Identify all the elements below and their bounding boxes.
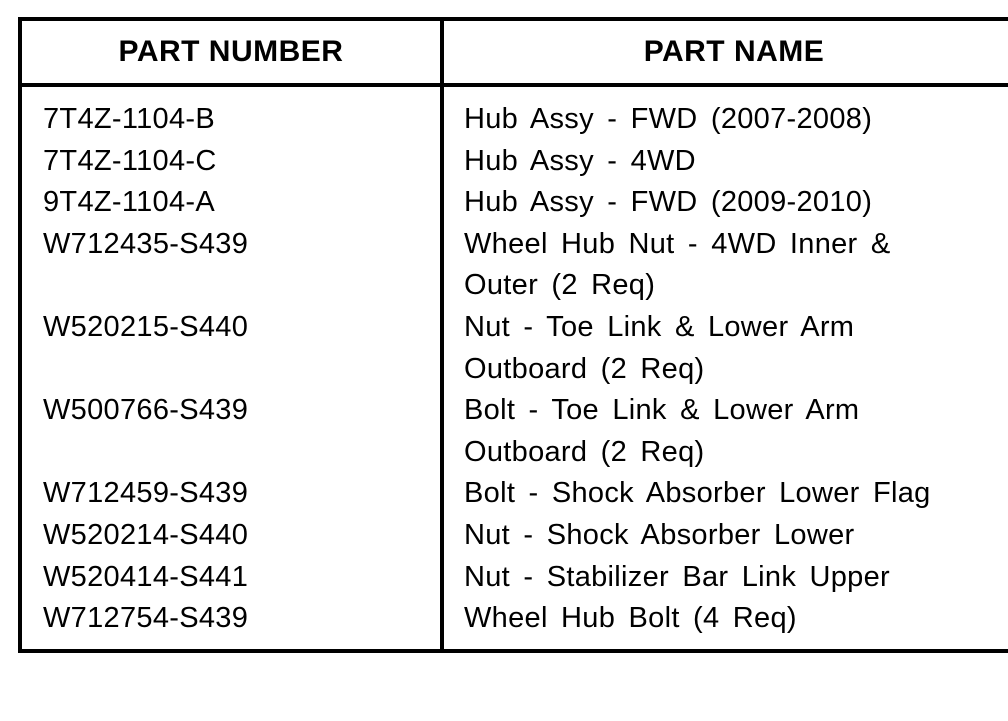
header-part-name: PART NAME	[643, 35, 825, 68]
table-header-row	[22, 21, 1008, 87]
parts-table	[18, 17, 1008, 653]
table-row	[22, 141, 1008, 183]
part-name-line: Hub Assy - FWD (2007-2008)	[464, 103, 873, 135]
part-number-cell: W520214-S440	[43, 518, 249, 551]
header-part-number: PART NUMBER	[118, 35, 344, 68]
table-row	[22, 473, 1008, 515]
part-name-line: Outboard (2 Req)	[464, 435, 705, 468]
table-row	[22, 307, 1008, 390]
table-row	[22, 598, 1008, 640]
part-number-cell: W712754-S439	[43, 602, 249, 635]
part-number-cell: W520215-S440	[43, 310, 249, 343]
part-number-cell: W520414-S441	[43, 560, 249, 593]
table-row	[22, 390, 1008, 473]
table-row	[22, 557, 1008, 599]
part-name-cell	[464, 598, 1008, 640]
part-name-cell	[464, 182, 1008, 224]
part-name-cell	[464, 307, 1008, 390]
part-name-line: Hub Assy - 4WD	[464, 144, 696, 177]
table-body	[22, 99, 1008, 640]
part-name-cell	[464, 224, 1008, 307]
part-number-cell: 7T4Z-1104-C	[43, 144, 217, 177]
table-row	[22, 224, 1008, 307]
part-name-line: Nut - Stabilizer Bar Link Upper	[464, 560, 890, 593]
part-name-cell	[464, 473, 1008, 515]
part-name-cell	[464, 557, 1008, 599]
table-row	[22, 515, 1008, 557]
part-name-line: Bolt - Shock Absorber Lower Flag	[464, 477, 931, 510]
part-name-line: Wheel Hub Bolt (4 Req)	[464, 602, 797, 635]
part-name-cell	[464, 99, 1008, 141]
part-name-line: Bolt - Toe Link & Lower Arm	[464, 394, 860, 427]
part-name-line: Outboard (2 Req)	[464, 352, 705, 385]
part-number-cell: W500766-S439	[43, 394, 249, 427]
part-name-cell	[464, 141, 1008, 183]
part-name-line: Wheel Hub Nut - 4WD Inner &	[464, 227, 891, 260]
part-name-cell	[464, 515, 1008, 557]
part-name-line: Nut - Shock Absorber Lower	[464, 518, 855, 551]
part-name-line: Nut - Toe Link & Lower Arm	[464, 310, 855, 343]
part-name-cell	[464, 390, 1008, 473]
table-row	[22, 99, 1008, 141]
part-name-line: Outer (2 Req)	[464, 269, 656, 302]
part-number-cell: W712435-S439	[43, 227, 249, 260]
table-row	[22, 182, 1008, 224]
part-number-cell: 7T4Z-1104-B	[43, 103, 216, 135]
part-name-line: Hub Assy - FWD (2009-2010)	[464, 186, 873, 219]
part-number-cell: 9T4Z-1104-A	[43, 186, 216, 219]
part-number-cell: W712459-S439	[43, 477, 249, 510]
